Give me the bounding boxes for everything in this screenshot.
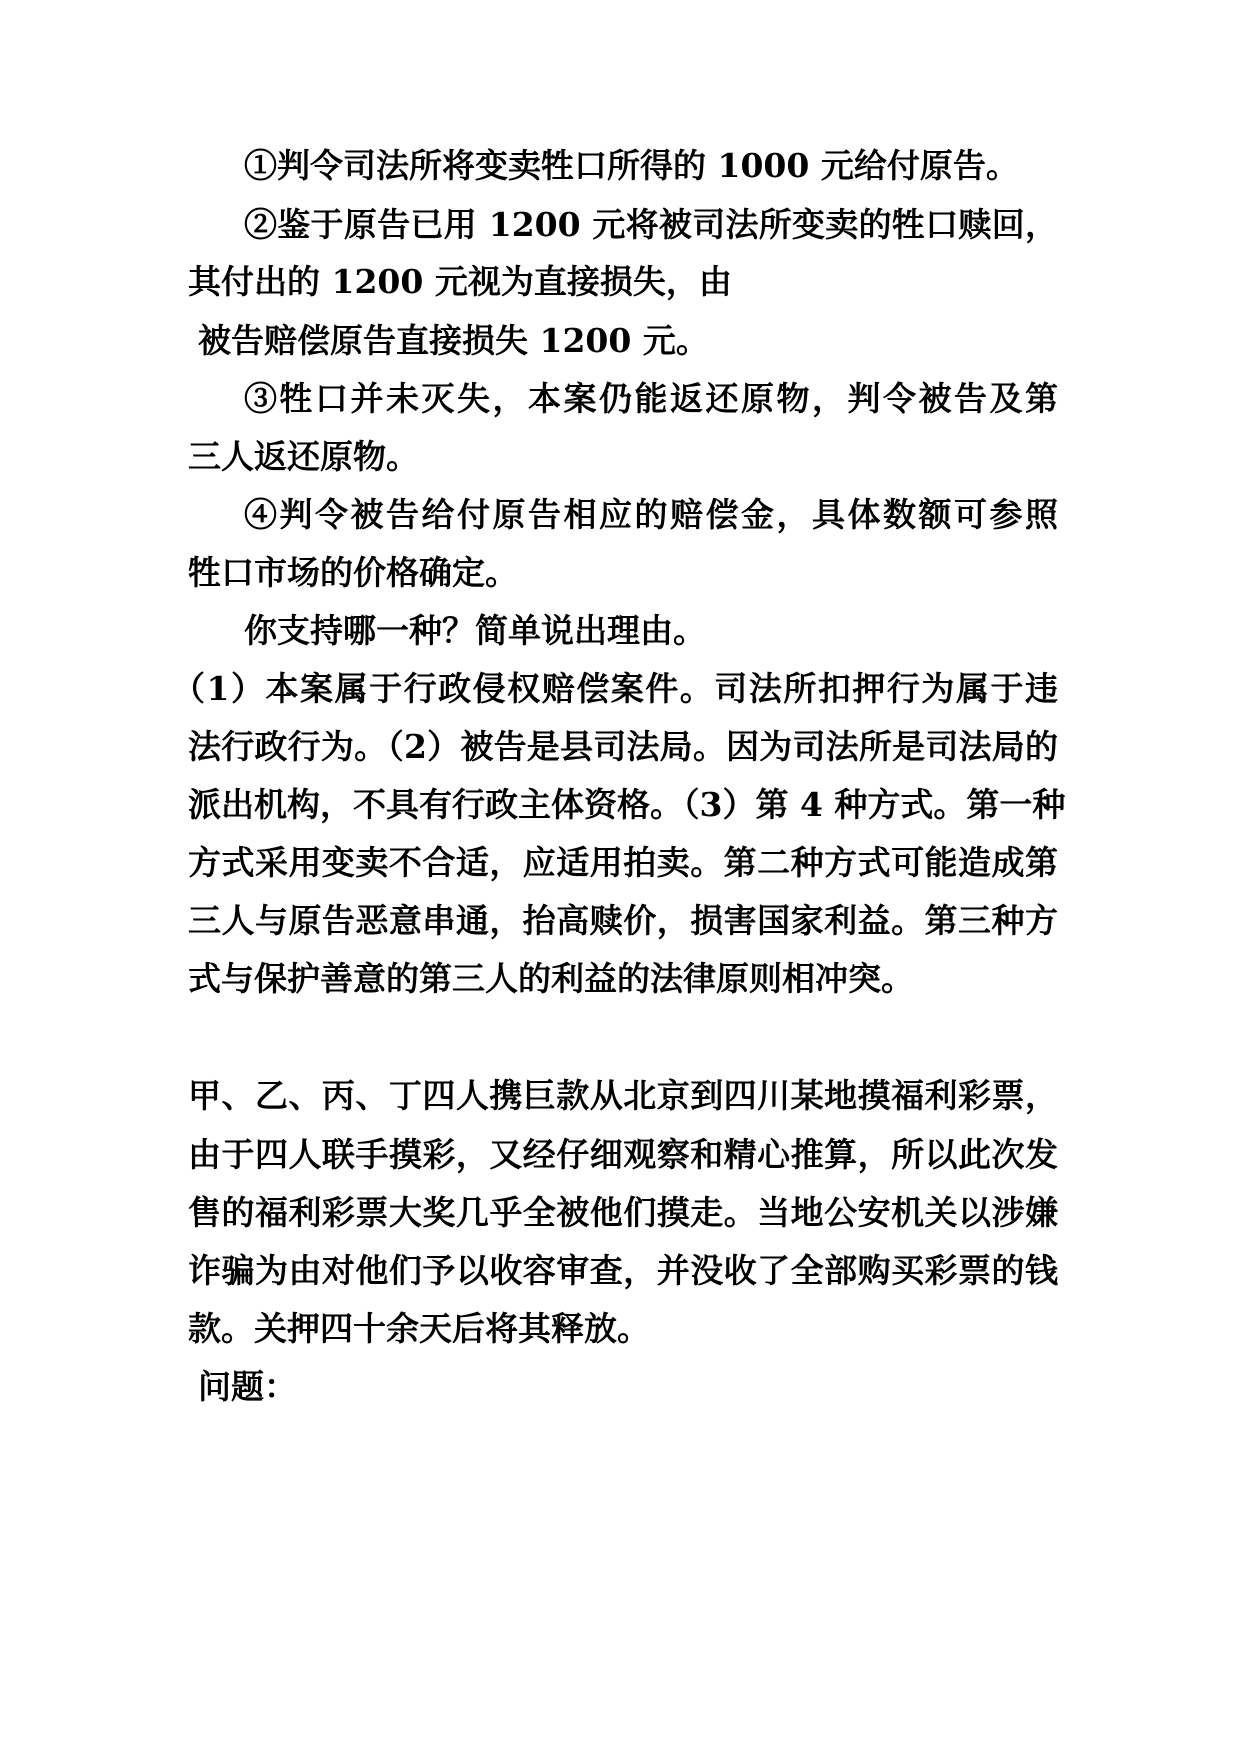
answer-line-6: 式与保护善意的第三人的利益的法律原则相冲突。	[188, 959, 914, 998]
case2-line-1: 甲、乙、丙、丁四人携巨款从北京到四川某地摸福利彩票，	[188, 1076, 1058, 1115]
case2-line-3: 售的福利彩票大奖几乎全被他们摸走。当地公安机关以涉嫌	[188, 1193, 1058, 1232]
option-3-line-2: 三人返还原物。	[188, 437, 419, 476]
option-1: ①判令司法所将变卖牲口所得的 1000 元给付原告。	[244, 146, 1019, 185]
case2-line-4: 诈骗为由对他们予以收容审查，并没收了全部购买彩票的钱	[188, 1251, 1058, 1290]
case2-line-5: 款。关押四十余天后将其释放。	[188, 1309, 650, 1348]
answer-line-5: 三人与原告恶意串通，抬高赎价，损害国家利益。第三种方	[188, 901, 1058, 940]
option-2-line-2: 其付出的 1200 元视为直接损失，由	[188, 262, 732, 301]
answer-line-1: （1）本案属于行政侵权赔偿案件。司法所扣押行为属于违	[172, 669, 1058, 708]
option-4-line-1: ④判令被告给付原告相应的赔偿金，具体数额可参照	[244, 495, 1058, 534]
answer-line-4: 方式采用变卖不合适，应适用拍卖。第二种方式可能造成第	[188, 843, 1058, 882]
question-text: 你支持哪一种？简单说出理由。	[244, 611, 706, 650]
option-2-line-1: ②鉴于原告已用 1200 元将被司法所变卖的牲口赎回，	[244, 205, 1058, 244]
case2-line-2: 由于四人联手摸彩，又经仔细观察和精心推算，所以此次发	[188, 1135, 1058, 1174]
option-4-line-2: 牲口市场的价格确定。	[188, 553, 518, 592]
answer-line-3: 派出机构，不具有行政主体资格。（3）第 4 种方式。第一种	[188, 785, 1066, 824]
question-label: 问题：	[198, 1367, 297, 1406]
answer-line-2: 法行政行为。（2）被告是县司法局。因为司法所是司法局的	[188, 727, 1058, 766]
option-2-line-3: 被告赔偿原告直接损失 1200 元。	[198, 321, 709, 360]
option-3-line-1: ③牲口并未灭失，本案仍能返还原物，判令被告及第	[244, 379, 1058, 418]
